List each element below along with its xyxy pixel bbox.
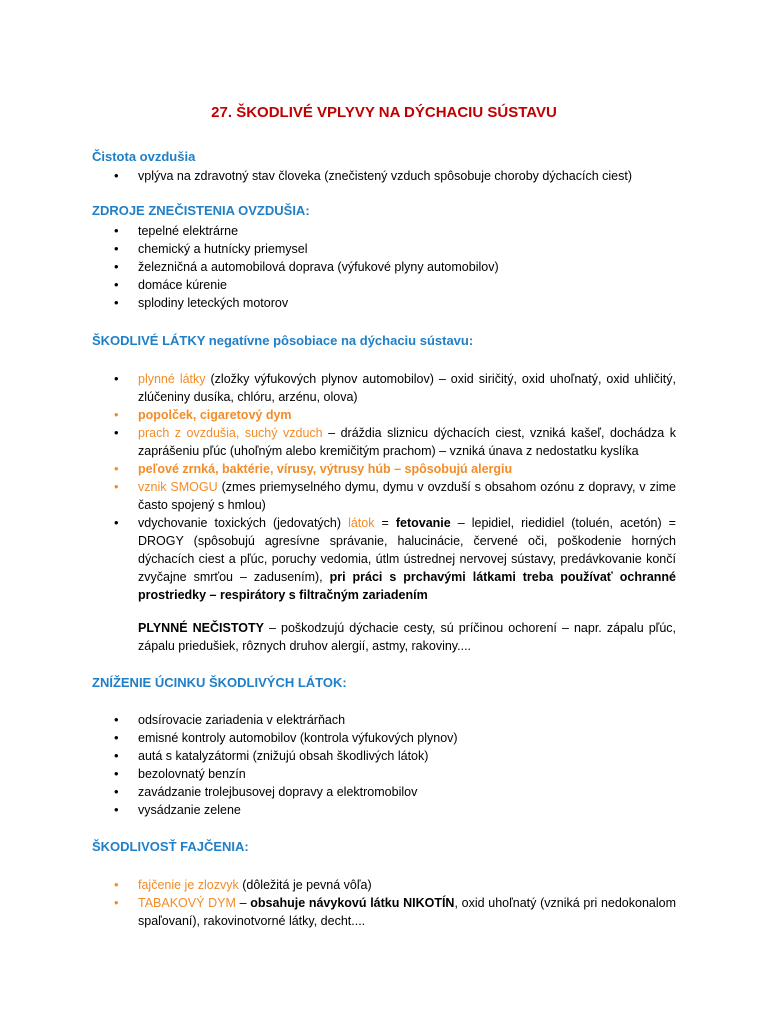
bold-text: fetovanie (395, 516, 451, 530)
list-item-prach (92, 424, 676, 460)
item-text: – dráždia sliznicu dýchacích ciest, vzniká kašeľ, dochádza k zaprášeniu pľúc (uhoľným alebo kremičitým prachom) – vzniká únava z nedostatku kyslíka (138, 426, 676, 458)
highlight-text: popolček, cigaretový dym (138, 408, 292, 422)
list-item-smog (92, 478, 676, 514)
list-item-popolcek (92, 406, 676, 424)
list-znizenie (92, 711, 676, 819)
paragraph-plynne-necistoty (138, 619, 676, 655)
item-text: – (235, 896, 251, 910)
bold-text: pri práci s prchavými látkami treba používať ochranné prostriedky – respirátory s filtračným zariadením (138, 570, 677, 602)
bold-text: obsahuje návykovú látku NIKOTÍN (250, 896, 455, 910)
heading-cistota-ovzdusia: Čistota ovzdušia (92, 149, 196, 164)
highlight-text: prach z ovzdušia, suchý vzduch (138, 426, 323, 440)
list-item: • tepelné elektrárne (92, 222, 676, 240)
list-item: • autá s katalyzátormi (znižujú obsah škodlivých látok) (92, 747, 676, 765)
list-fajcenie (92, 876, 676, 930)
highlight-text: látok (348, 516, 375, 530)
list-item: • splodiny leteckých motorov (92, 294, 676, 312)
highlight-text: vznik SMOGU (138, 480, 218, 494)
list-skodlive-latky (92, 370, 676, 604)
list-item-zlozvyk (92, 876, 676, 894)
item-text: vdychovanie toxických (jedovatých) (138, 516, 349, 530)
list-item-pelove-zrnka (92, 460, 676, 478)
list-item: • vysádzanie zelene (92, 801, 676, 819)
item-text: (zložky výfukových plynov automobilov) – oxid siričitý, oxid uhoľnatý, oxid uhličitý, zlúčeniny dusíka, chlóru, arzénu, olova) (138, 372, 676, 404)
list-item: • odsírovacie zariadenia v elektrárňach (92, 711, 676, 729)
list-item: • železničná a automobilová doprava (výfukové plyny automobilov) (92, 258, 676, 276)
list-item: • emisné kontroly automobilov (kontrola výfukových plynov) (92, 729, 676, 747)
item-text: – lepidiel, riedidiel (toluén, acetón) = DROGY (spôsobujú agresívne správanie, halucinácie, červené oči, poškodenie horných dýchacích ciest a pľúc, poruchy vedomia, útlm ústrednej nervovej sústavy, predávkovanie končí zvyčajne smrťou – zadusením), (138, 516, 676, 584)
list-item-tabakovy-dym (92, 894, 676, 930)
list-item-toxicke-latky (92, 514, 676, 604)
item-text: = (374, 516, 396, 530)
list-item: • zavádzanie trolejbusovej dopravy a elektromobilov (92, 783, 676, 801)
highlight-text: plynné látky (138, 372, 206, 386)
heading-zdroje-znecistenia: ZDROJE ZNEČISTENIA OVZDUŠIA: (92, 203, 310, 218)
heading-znizenie-ucinku: ZNÍŽENIE ÚCINKU ŠKODLIVÝCH LÁTOK: (92, 675, 347, 690)
highlight-text: fajčenie je zlozvyk (138, 878, 239, 892)
heading-skodlivost-fajcenia: ŠKODLIVOSŤ FAJČENIA: (92, 839, 249, 854)
heading-skodlive-latky: ŠKODLIVÉ LÁTKY negatívne pôsobiace na dýchaciu sústavu: (92, 333, 474, 348)
list-item: • vplýva na zdravotný stav človeka (znečistený vzduch spôsobuje choroby dýchacích ciest) (92, 167, 676, 185)
item-text: (zmes priemyselného dymu, dymu v ovzduší s obsahom ozónu z dopravy, v zime často spojený s hmlou) (138, 480, 676, 512)
paragraph-text: – poškodzujú dýchacie cesty, sú príčinou ochorení – napr. zápalu pľúc, zápalu priedušiek, rôznych druhov alergií, astmy, rakoviny.... (138, 621, 676, 653)
page-title: 27. ŠKODLIVÉ VPLYVY NA DÝCHACIU SÚSTAVU (211, 104, 557, 121)
item-text: (dôležitá je pevná vôľa) (238, 878, 372, 892)
list-item: • chemický a hutnícky priemysel (92, 240, 676, 258)
item-text: , oxid uhoľnatý (vzniká pri nedokonalom spaľovaní), rakovinotvorné látky, decht.... (138, 896, 677, 928)
list-item-plynne-latky (92, 370, 676, 406)
highlight-text: peľové zrnká, baktérie, vírusy, výtrusy húb – spôsobujú alergiu (138, 462, 513, 476)
list-cistota (92, 167, 676, 185)
highlight-text: TABAKOVÝ DYM (138, 896, 236, 910)
bold-text: PLYNNÉ NEČISTOTY (138, 621, 264, 635)
list-item: • domáce kúrenie (92, 276, 676, 294)
list-zdroje (92, 222, 676, 312)
list-item: • bezolovnatý benzín (92, 765, 676, 783)
